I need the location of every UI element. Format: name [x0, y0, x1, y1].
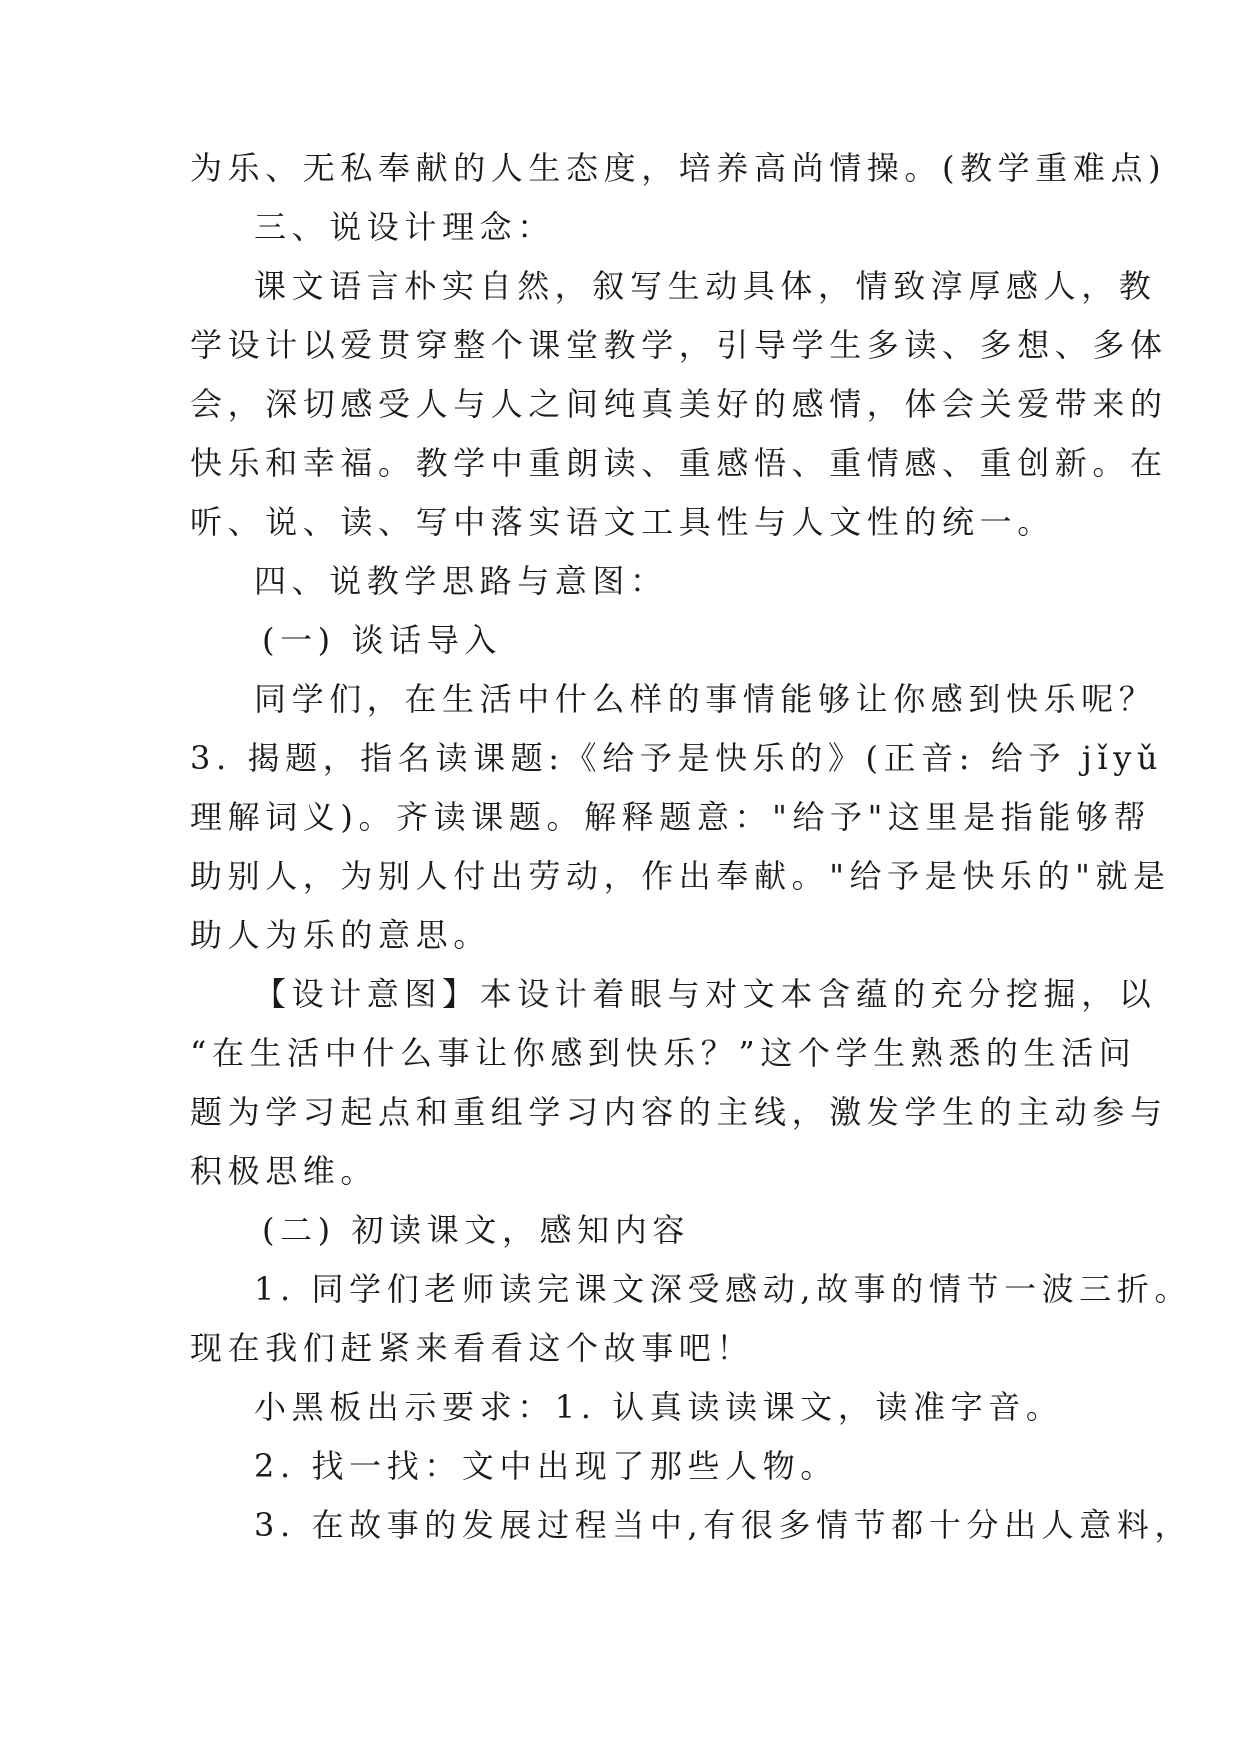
section-heading-design-concept: 三、说设计理念： [254, 208, 555, 246]
text-line-4: 学设计以爱贯穿整个课堂教学，引导学生多读、多想、多体 [190, 326, 1168, 364]
text-line-11: 3. 揭题，指名读课题:《给予是快乐的》(正音: 给予 jǐyǔ [190, 739, 1164, 777]
text-line-14: 助人为乐的意思。 [190, 916, 491, 954]
text-line-20: 1. 同学们老师读完课文深受感动,故事的情节一波三折。 [254, 1270, 1193, 1308]
text-line-6: 快乐和幸福。教学中重朗读、重感悟、重情感、重创新。在 [190, 444, 1168, 482]
text-line-17: 题为学习起点和重组学习内容的主线，激发学生的主动参与 [190, 1093, 1168, 1131]
text-line-21: 现在我们赶紧来看看这个故事吧！ [190, 1329, 755, 1367]
text-line-1: 为乐、无私奉献的人生态度，培养高尚情操。(教学重难点) [190, 149, 1167, 187]
subsection-heading-introduction: (一) 谈话导入 [262, 621, 502, 659]
text-line-7: 听、说、读、写中落实语文工具性与人文性的统一。 [190, 503, 1055, 541]
text-line-24: 3. 在故事的发展过程当中,有很多情节都十分出人意料， [254, 1506, 1193, 1544]
text-line-18: 积极思维。 [190, 1152, 379, 1190]
text-line-23: 2. 找一找：文中出现了那些人物。 [254, 1447, 838, 1485]
text-line-3: 课文语言朴实自然，叙写生动具体，情致淳厚感人，教 [254, 267, 1157, 305]
subsection-heading-first-reading: (二) 初读课文，感知内容 [262, 1211, 690, 1249]
text-line-13: 助别人，为别人付出劳动，作出奉献。"给予是快乐的"就是 [190, 857, 1171, 895]
text-line-22: 小黑板出示要求：1. 认真读读课文，读准字音。 [254, 1388, 1064, 1426]
text-line-16: “在生活中什么事让你感到快乐？”这个学生熟悉的生活问 [190, 1034, 1137, 1072]
text-line-12: 理解词义)。齐读课题。解释题意："给予"这里是指能够帮 [190, 798, 1152, 836]
text-line-15: 【设计意图】本设计着眼与对文本含蕴的充分挖掘，以 [254, 975, 1157, 1013]
text-line-5: 会，深切感受人与人之间纯真美好的感情，体会关爱带来的 [190, 385, 1168, 423]
text-line-10: 同学们，在生活中什么样的事情能够让你感到快乐呢？ [254, 680, 1157, 718]
section-heading-teaching-approach: 四、说教学思路与意图： [254, 562, 668, 600]
